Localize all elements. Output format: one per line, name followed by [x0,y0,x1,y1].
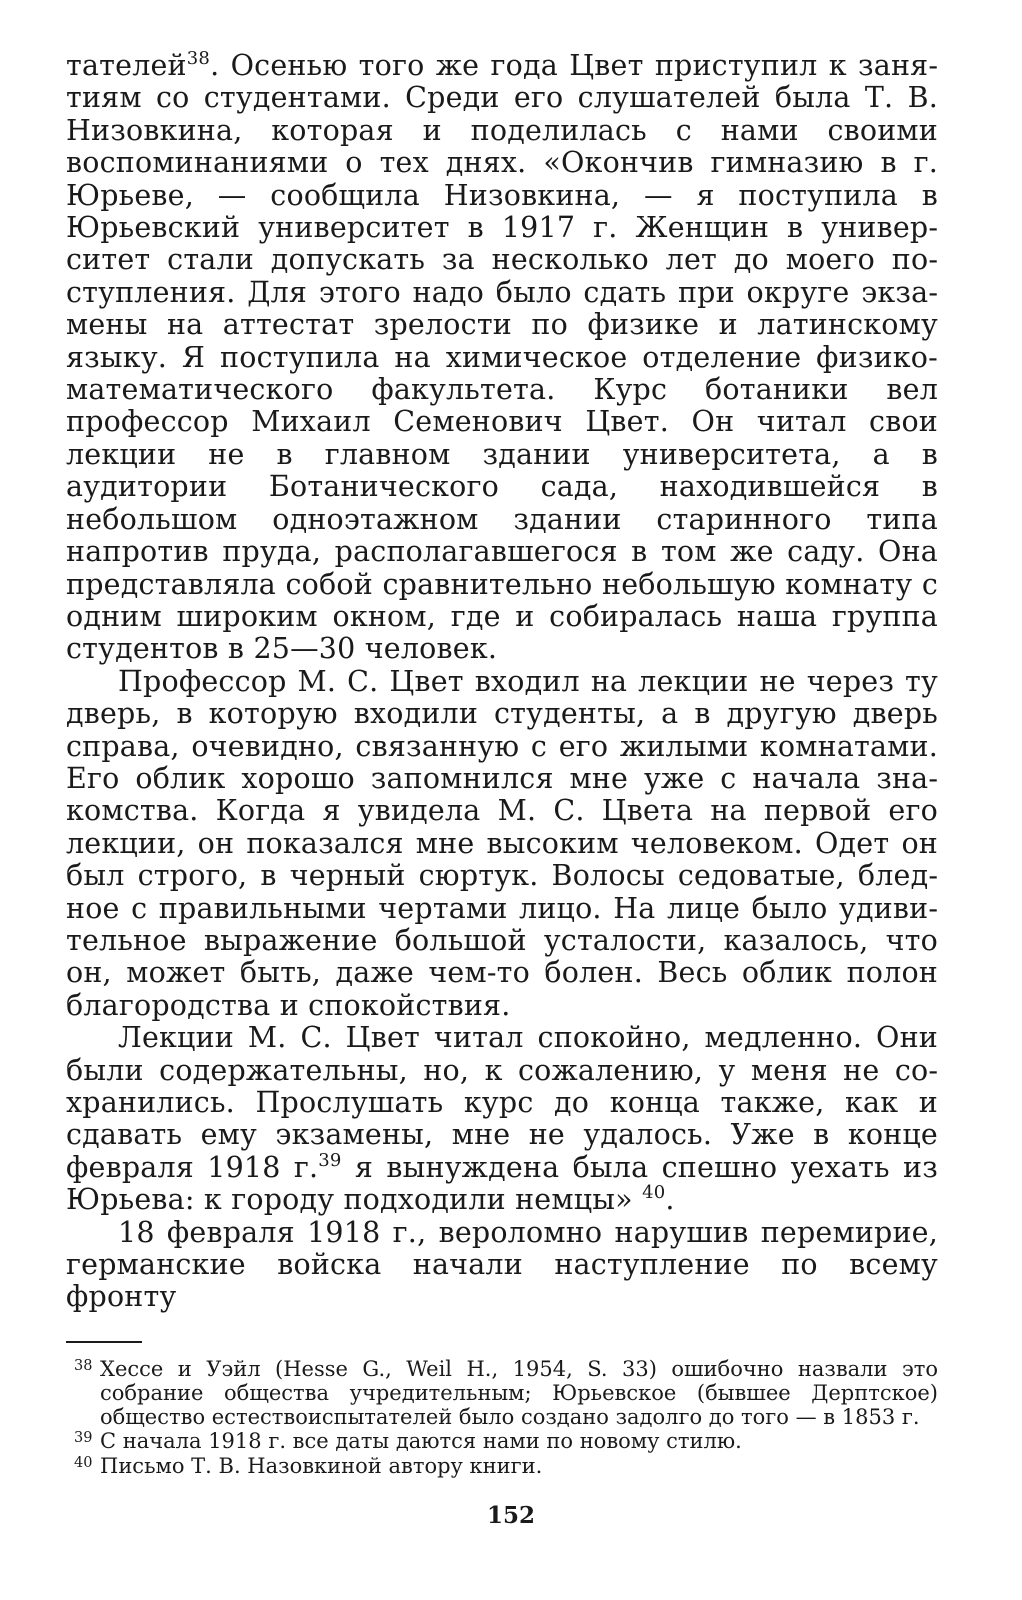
paragraph-1-text-a: тателей [66,49,187,82]
footnotes [66,1357,938,1478]
main-text [66,50,938,1314]
footnote-ref-40: 40 [642,1182,666,1204]
paragraph-3-text-c: . [665,1183,675,1217]
footnote-40 [66,1454,938,1478]
footnote-number: 39 [74,1430,93,1447]
footnote-divider [66,1341,142,1343]
footnote-39 [66,1429,938,1453]
paragraph-1-text-b: . Осенью того же года Цвет приступил к занятиям со студентами. Среди его слушателей была Т. В. Низовкина, которая и поделилась с нами своими воспоминаниями о тех днях. «Окончив гимназию в г. Юрьеве, — сообщила Низовкина, — я поступила в Юрьевский университет в 1917 г. Женщин в университет стали допускать за несколько лет до моего поступления. Для этого надо было сдать при округе экзамены на аттестат зрелости по физике и латинскому языку. Я поступила на химическое отделение физико-математического факультета. Курс ботаники вел профессор Михаил Семенович Цвет. Он читал свои лекции не в главном здании университета, а в аудитории Ботанического сада, находившейся в небольшом одноэтажном здании старинного типа напротив пруда, располагавшегося в том же саду. Она представляла собой сравнительно небольшую комнату с одним широким окном, где и собиралась наша группа студентов в 25—30 человек. [66,49,938,666]
footnote-number: 38 [74,1357,93,1374]
footnote-text: Хессе и Уэйл (Hesse G., Weil H., 1954, S. 33) ошибочно назвали это собрание общества учредительным; Юрьевское (бывшее Дерптское) общество естествоиспытателей было создано задолго до того — в 1853 г. [100,1356,938,1430]
paragraph-1 [66,50,938,666]
footnote-text: С начала 1918 г. все даты даются нами по новому стилю. [100,1429,742,1454]
paragraph-3 [66,1022,938,1216]
paragraph-2: Профессор М. С. Цвет входил на лекции не через ту дверь, в которую входили студенты, а в другую дверь справа, очевидно, связанную с его жилыми комнатами. Его облик хорошо запомнился мне уже с начала знакомства. Когда я увидела М. С. Цвета на первой его лекции, он показался мне высоким человеком. Одет он был строго, в черный сюртук. Волосы седоватые, бледное с правильными чертами лицо. На лице было удивительное выражение большой усталости, казалось, что он, может быть, даже чем-то болен. Весь облик полон благородства и спокойствия. [66,664,938,1022]
footnote-38 [66,1357,938,1430]
footnote-ref-39: 39 [318,1149,342,1171]
footnote-text: Письмо Т. В. Назовкиной автору книги. [100,1453,543,1478]
paragraph-3-text-a: Лекции М. С. Цвет читал спокойно, медленно. Они были содержательны, но, к сожалению, у меня не сохранились. Прослушать курс до конца также, как и сдавать ему экзамены, мне не удалось. Уже в конце февраля 1918 г. [66,1021,938,1184]
book-page [66,50,938,1478]
paragraph-4: 18 февраля 1918 г., вероломно нарушив перемирие, германские войска начали наступление по всему фронту [66,1215,938,1314]
page-number: 152 [486,1502,535,1529]
paragraph-3-text-b: я вынуждена была спешно уехать из Юрьева: к городу подходили немцы» [66,1150,938,1217]
footnote-number: 40 [74,1454,93,1471]
footnote-ref-38: 38 [186,48,211,69]
